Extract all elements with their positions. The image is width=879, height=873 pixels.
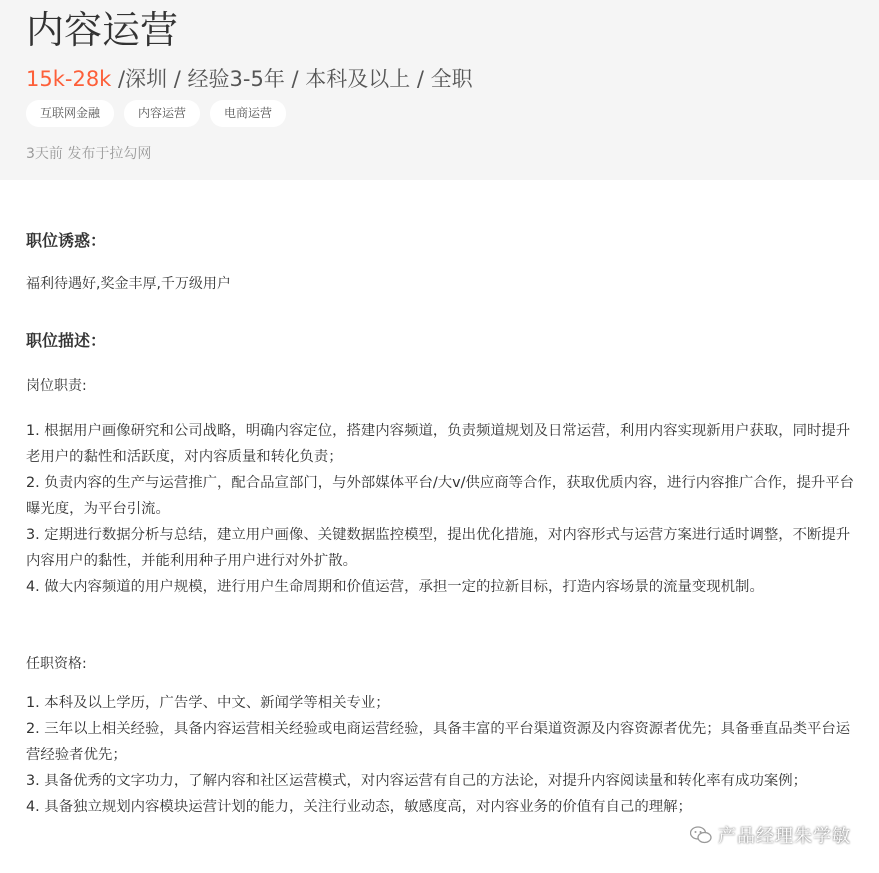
requirements-heading: 任职资格: xyxy=(26,656,87,672)
list-item: 1. 根据用户画像研究和公司战略，明确内容定位，搭建内容频道，负责频道规划及日常运营，利用内容实现新用户获取，同时提升老用户的黏性和活跃度，对内容质量和转化负责； xyxy=(26,423,851,465)
tag-list xyxy=(26,100,286,127)
list-item: 3. 具备优秀的文字功力，了解内容和社区运营模式，对内容运营有自己的方法论，对提升内容阅读量和转化率有成功案例； xyxy=(26,773,808,789)
job-header xyxy=(0,0,879,180)
job-meta xyxy=(26,64,473,94)
duties-list xyxy=(26,418,856,600)
posted-info: 3天前 发布于拉勾网 xyxy=(26,146,152,162)
perks-heading: 职位诱惑： xyxy=(26,231,107,250)
list-item: 2. 三年以上相关经验，具备内容运营相关经验或电商运营经验，具备丰富的平台渠道资源及内容资源者优先；具备垂直品类平台运营经验者优先； xyxy=(26,721,851,763)
duties-heading: 岗位职责: xyxy=(26,378,87,394)
job-title: 内容运营 xyxy=(26,8,179,52)
salary: 15k-28k xyxy=(26,67,112,91)
watermark xyxy=(690,822,851,848)
list-item: 4. 具备独立规划内容模块运营计划的能力，关注行业动态，敏感度高，对内容业务的价值有自己的理解； xyxy=(26,799,692,815)
watermark-text: 产品经理朱学敏 xyxy=(718,826,851,847)
list-item: 3. 定期进行数据分析与总结，建立用户画像、关键数据监控模型，提出优化措施，对内容形式与运营方案进行适时调整，不断提升内容用户的黏性，并能利用种子用户进行对外扩散。 xyxy=(26,527,851,569)
list-item: 2. 负责内容的生产与运营推广，配合品宣部门，与外部媒体平台/大v/供应商等合作，获取优质内容，进行内容推广合作，提升平台曝光度，为平台引流。 xyxy=(26,475,855,517)
perks-text: 福利待遇好,奖金丰厚,千万级用户 xyxy=(26,276,231,292)
wechat-icon xyxy=(690,826,712,844)
tag[interactable]: 互联网金融 xyxy=(26,100,114,127)
tag[interactable]: 内容运营 xyxy=(124,100,200,127)
job-detail xyxy=(26,228,856,820)
job-meta-details: /深圳 / 经验3-5年 / 本科及以上 / 全职 xyxy=(111,67,473,91)
requirements-list xyxy=(26,690,856,820)
list-item: 1. 本科及以上学历，广告学、中文、新闻学等相关专业； xyxy=(26,695,390,711)
tag[interactable]: 电商运营 xyxy=(210,100,286,127)
description-heading: 职位描述： xyxy=(26,331,107,350)
list-item: 4. 做大内容频道的用户规模，进行用户生命周期和价值运营，承担一定的拉新目标，打造内容场景的流量变现机制。 xyxy=(26,579,764,595)
